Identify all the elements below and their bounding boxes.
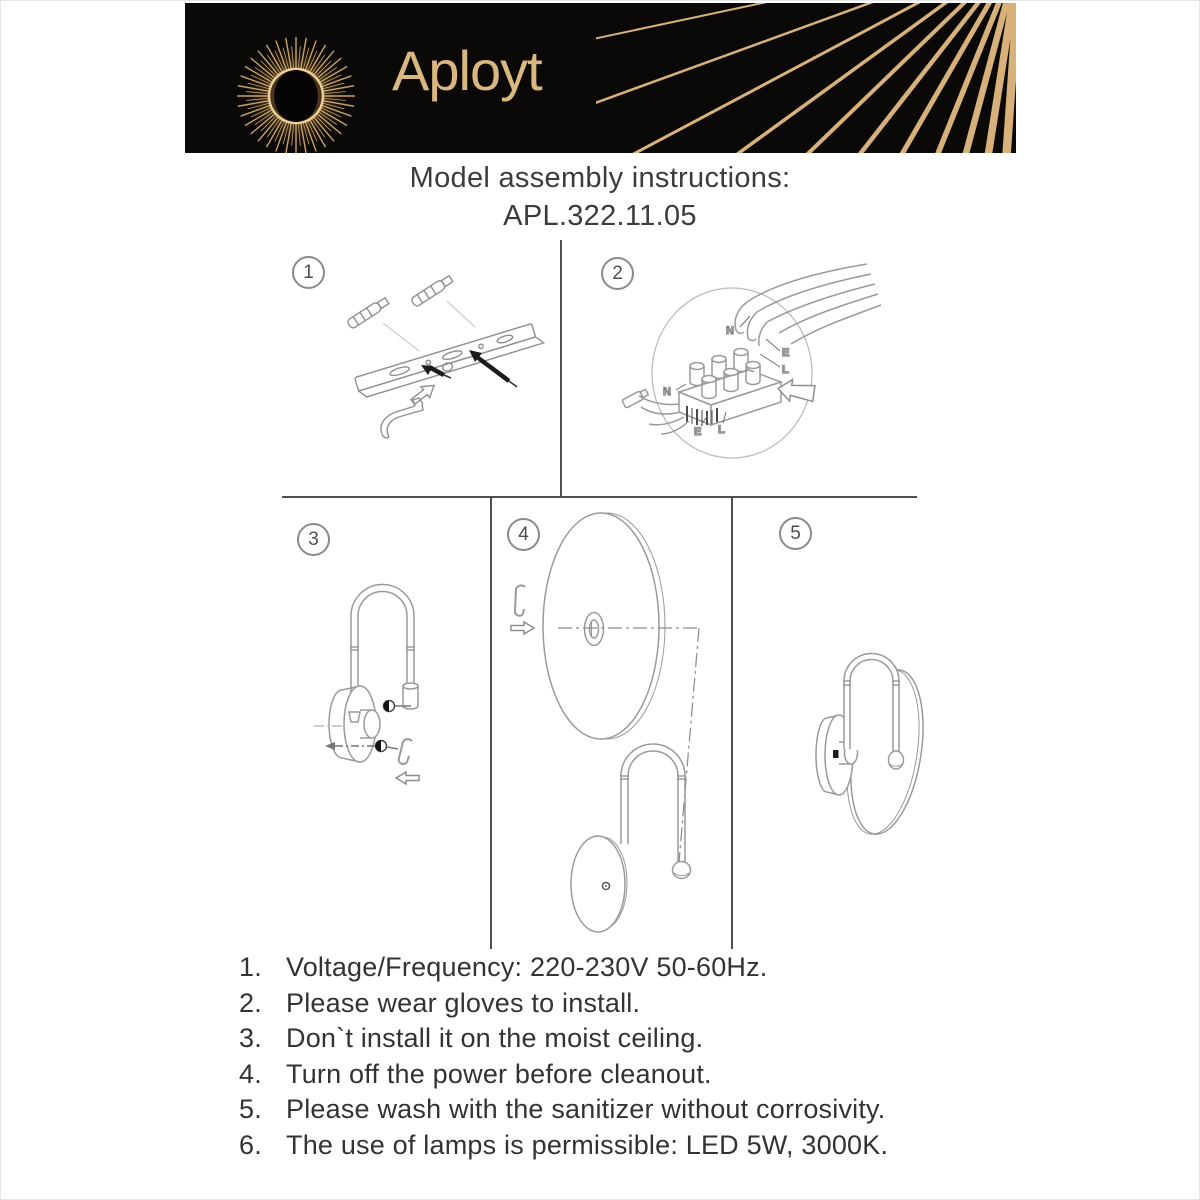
- starburst-logo-icon: [229, 29, 363, 153]
- step1-drawing-mounting-bracket: [323, 269, 573, 479]
- instruction-text: Don`t install it on the moist ceiling.: [286, 1023, 704, 1053]
- direction-arrow-icon: [511, 622, 534, 634]
- knob: [889, 751, 904, 769]
- wire-label-earth: E: [782, 347, 790, 359]
- wall-base: [314, 686, 380, 762]
- instruction-item: [239, 950, 888, 986]
- direction-arrow-icon: [396, 772, 419, 784]
- wall-anchor-icon: [410, 274, 453, 307]
- instruction-text: Turn off the power before cleanout.: [286, 1058, 712, 1089]
- wrench-icon: [381, 398, 423, 438]
- wire-label-earth-2: E: [694, 426, 702, 438]
- step-badge-5: 5: [779, 517, 812, 550]
- divider-horizontal: [282, 496, 917, 498]
- terminal-block: [679, 349, 781, 427]
- step3-drawing-arch-mounting: [294, 554, 499, 859]
- instruction-text: Please wash with the sanitizer without corrosivity.: [286, 1094, 886, 1124]
- hex-key-icon: [515, 585, 525, 615]
- instruction-number: 1.: [239, 952, 262, 982]
- instruction-number: 4.: [239, 1058, 262, 1089]
- step-badge-4: 4: [507, 518, 540, 551]
- model-number: APL.322.11.05: [503, 200, 697, 232]
- instruction-text: The use of lamps is permissible: LED 5W, 3000K.: [286, 1129, 889, 1160]
- title-block: [1, 162, 1199, 233]
- step2-drawing-wiring-terminal: [609, 254, 884, 489]
- disc-shade: [543, 513, 665, 739]
- wall-base: [571, 836, 627, 932]
- page-title: Model assembly instructions:: [409, 162, 791, 194]
- step4-drawing-disc-attachment: [494, 499, 744, 944]
- step5-drawing-assembled-lamp: [799, 619, 944, 859]
- instruction-number: 3.: [239, 1023, 262, 1053]
- direction-arrow-icon: [777, 378, 816, 405]
- instruction-number: 6.: [239, 1129, 262, 1160]
- knob: [673, 862, 691, 879]
- step-badge-1: 1: [292, 256, 325, 289]
- instruction-number: 5.: [239, 1094, 262, 1124]
- wire-label-neutral-2: N: [663, 386, 671, 398]
- wall-anchor-icon: [346, 296, 389, 329]
- wires-incoming: [735, 264, 881, 346]
- brand-banner: [185, 3, 1016, 153]
- instruction-list: [239, 950, 888, 1163]
- hex-key-icon: [399, 739, 412, 764]
- lamp-arch: [843, 654, 900, 754]
- instruction-item: [239, 986, 888, 1022]
- wire-label-neutral: N: [726, 325, 734, 337]
- step-badge-3: 3: [297, 523, 330, 556]
- instruction-text: Voltage/Frequency: 220-230V 50-60Hz.: [286, 952, 768, 982]
- instruction-item: [239, 1128, 888, 1164]
- instruction-text: Please wear gloves to install.: [286, 987, 641, 1018]
- corner-rays-decoration: [596, 3, 1016, 153]
- instruction-item: [239, 1057, 888, 1093]
- instruction-item: [239, 1092, 888, 1128]
- wire-label-live: L: [782, 364, 789, 376]
- lamp-arch: [620, 744, 686, 864]
- instruction-item: [239, 1021, 888, 1057]
- step-badge-2: 2: [601, 257, 634, 290]
- instruction-number: 2.: [239, 987, 262, 1018]
- wire-label-live-2: L: [718, 424, 725, 436]
- brand-name: Aployt: [392, 39, 542, 102]
